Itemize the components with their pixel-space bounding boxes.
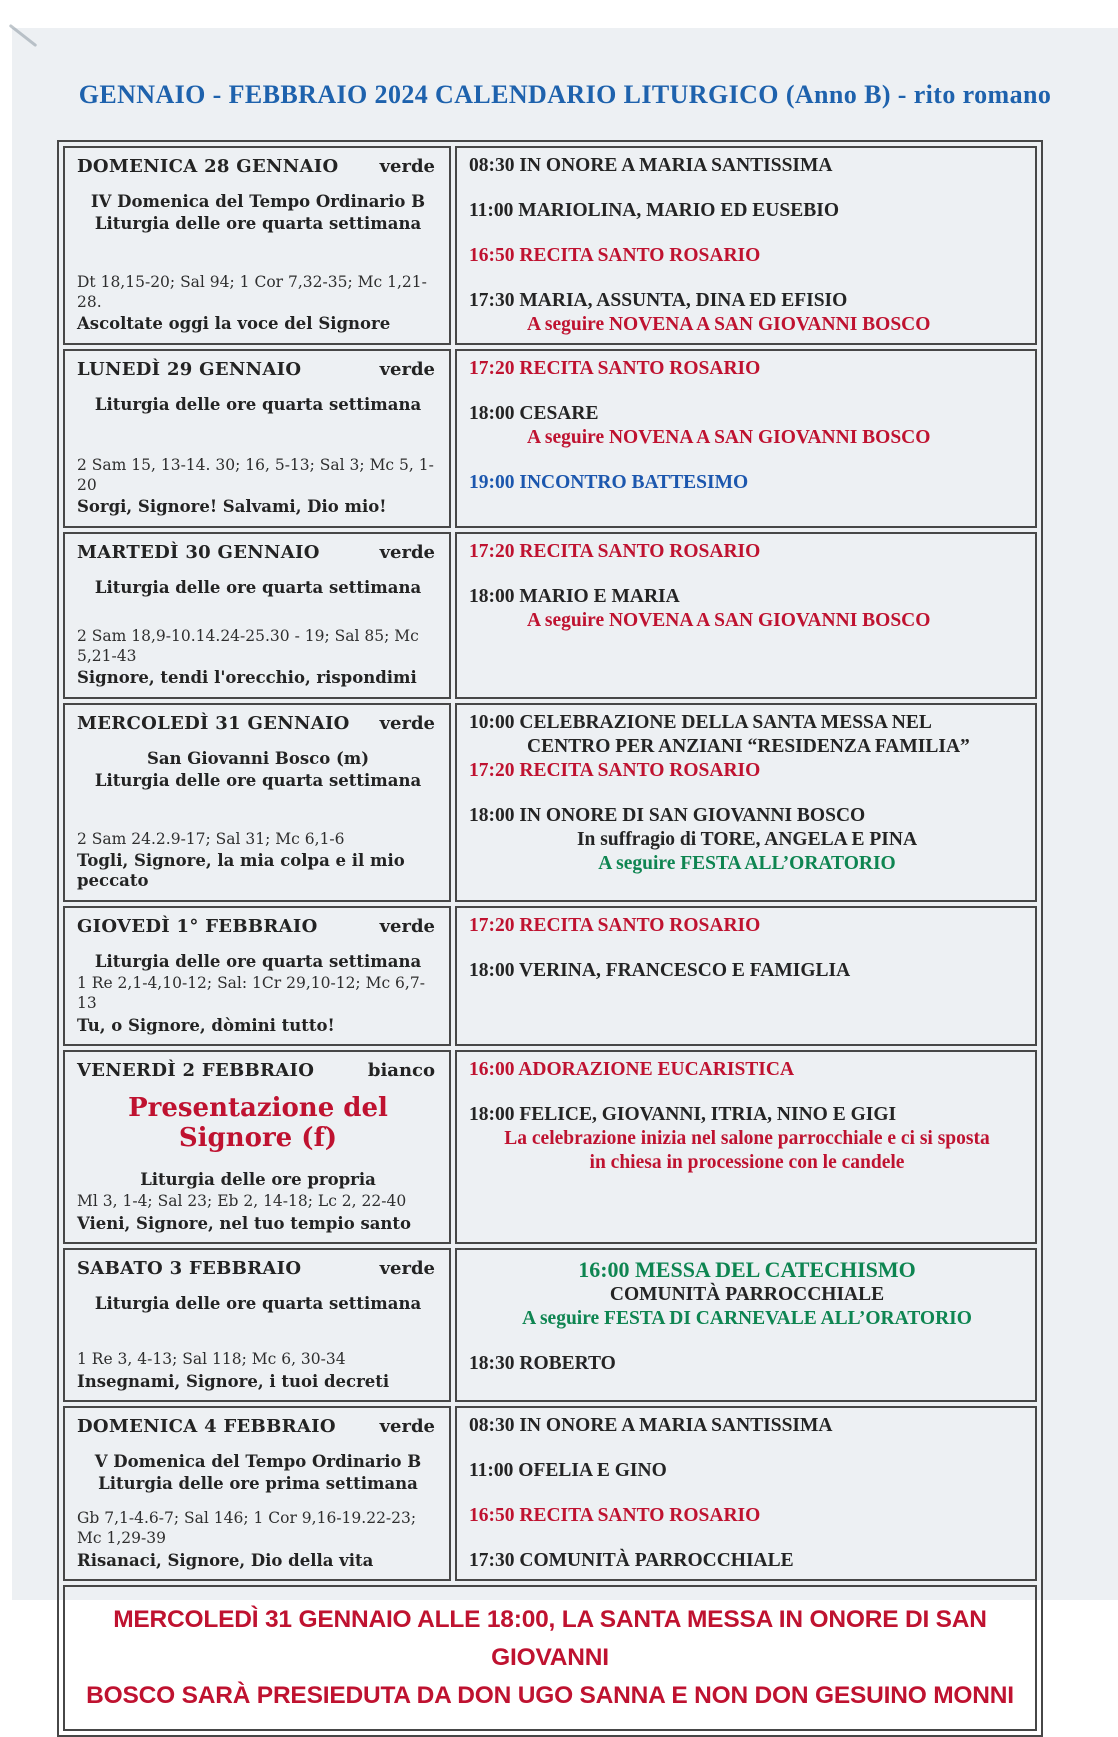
psalm-response: Tu, o Signore, dòmini tutto!: [77, 1015, 335, 1035]
events-cell: [455, 703, 1037, 902]
event-line: 17:30 COMUNITÀ PARROCCHIALE: [469, 1550, 794, 1572]
day-header: [77, 1060, 439, 1081]
psalm-response: Risanaci, Signore, Dio della vita: [77, 1550, 374, 1570]
scanner-edge-artifact: [9, 24, 38, 47]
event-line: 16:50 RECITA SANTO ROSARIO: [469, 245, 761, 266]
day-info-cell: [63, 1050, 451, 1244]
events-cell: [455, 349, 1037, 528]
spacer: [77, 236, 439, 273]
day-info-inner: [77, 1414, 439, 1573]
spacer: [77, 793, 439, 829]
liturgical-calendar-table: [57, 140, 1043, 1737]
event-line: A seguire NOVENA A SAN GIOVANNI BOSCO: [527, 314, 931, 335]
event-line: 18:00 FELICE, GIOVANNI, ITRIA, NINO E GIGI: [469, 1104, 897, 1126]
day-name: MERCOLEDÌ 31 GENNAIO: [77, 713, 350, 734]
event-line: 17:30 MARIA, ASSUNTA, DINA ED EFISIO: [469, 290, 848, 311]
spacer: [77, 1496, 439, 1509]
day-info-cell: [63, 703, 451, 902]
liturgy-lines: [77, 951, 439, 973]
liturgical-color-label: verde: [379, 156, 435, 177]
event-line: 17:20 RECITA SANTO ROSARIO: [469, 915, 761, 936]
event-line: 11:00 OFELIA E GINO: [469, 1460, 667, 1482]
day-header: [77, 1416, 439, 1437]
readings-line: 1 Re 3, 4-13; Sal 118; Mc 6, 30-34: [77, 1350, 346, 1369]
day-name: DOMENICA 4 FEBBRAIO: [77, 1416, 336, 1438]
readings-line: 2 Sam 24.2.9-17; Sal 31; Mc 6,1-6: [77, 829, 345, 848]
liturgy-line: Liturgia delle ore quarta settimana: [94, 1294, 422, 1314]
readings-line: Gb 7,1-4.6-7; Sal 146; 1 Cor 9,16-19.22-23; Mc 1,29-39: [77, 1509, 417, 1548]
liturgical-color-label: verde: [379, 542, 435, 563]
calendar-row: [63, 703, 1037, 902]
event-line: La celebrazione inizia nel salone parrocchiale e ci si sposta: [504, 1128, 990, 1150]
day-name: MARTEDÌ 30 GENNAIO: [77, 542, 320, 563]
event-line: In suffragio di TORE, ANGELA E PINA: [576, 829, 918, 850]
events-cell: [455, 1050, 1037, 1244]
liturgical-color-label: verde: [379, 359, 435, 380]
event-line: 16:00 ADORAZIONE EUCARISTICA: [469, 1059, 795, 1081]
event-line: 18:00 CESARE: [469, 403, 599, 424]
psalm-response: Sorgi, Signore! Salvami, Dio mio!: [77, 497, 387, 517]
liturgy-line: Liturgia delle ore quarta settimana: [94, 214, 422, 234]
liturgy-line: Liturgia delle ore quarta settimana: [94, 395, 422, 414]
event-line: 19:00 INCONTRO BATTESIMO: [469, 472, 749, 493]
day-name: LUNEDÌ 29 GENNAIO: [77, 359, 302, 380]
page-title: GENNAIO - FEBBRAIO 2024 CALENDARIO LITURGICO (Anno B) - rito romano: [78, 80, 1052, 109]
readings-line: Dt 18,15-20; Sal 94; 1 Cor 7,32-35; Mc 1,21-28.: [77, 273, 427, 312]
notice-row: [63, 1585, 1037, 1731]
event-line: 18:00 IN ONORE DI SAN GIOVANNI BOSCO: [469, 805, 866, 826]
notice-cell: [63, 1585, 1037, 1731]
liturgical-color-label: verde: [379, 1416, 435, 1438]
event-line: 17:20 RECITA SANTO ROSARIO: [469, 541, 761, 562]
readings-line: 2 Sam 18,9-10.14.24-25.30 - 19; Sal 85; Mc 5,21-43: [77, 627, 419, 666]
calendar-row: [63, 532, 1037, 699]
readings-line: 2 Sam 15, 13-14. 30; 16, 5-13; Sal 3; Mc 5, 1-20: [77, 456, 434, 495]
spacer: [77, 599, 439, 626]
liturgy-line: Liturgia delle ore propria: [140, 1170, 376, 1190]
notice-line-2: BOSCO SARÀ PRESIEDUTA DA DON UGO SANNA E NON DON GESUINO MONNI: [86, 1682, 1014, 1710]
day-header: [77, 916, 439, 937]
day-info-inner: [77, 357, 439, 520]
day-info-inner: [77, 1256, 439, 1394]
calendar-table-body: [63, 146, 1037, 1581]
liturgy-line: Liturgia delle ore quarta settimana: [94, 771, 422, 791]
event-line: 11:00 MARIOLINA, MARIO ED EUSEBIO: [469, 200, 839, 221]
event-line: A seguire FESTA ALL’ORATORIO: [598, 853, 896, 874]
events-cell: [455, 1248, 1037, 1402]
day-info-cell: [63, 906, 451, 1046]
day-header: [77, 359, 439, 380]
day-name: VENERDÌ 2 FEBBRAIO: [77, 1060, 315, 1082]
liturgical-color-label: verde: [379, 1258, 435, 1280]
events-cell: [455, 1406, 1037, 1581]
day-info-cell: [63, 532, 451, 699]
spacer: [77, 1315, 439, 1349]
liturgy-lines: [77, 1451, 439, 1496]
event-line: 08:30 IN ONORE A MARIA SANTISSIMA: [469, 1415, 833, 1437]
day-header: [77, 156, 439, 177]
event-line: 10:00 CELEBRAZIONE DELLA SANTA MESSA NEL: [469, 712, 932, 733]
day-info-cell: [63, 1406, 451, 1581]
day-info-cell: [63, 146, 451, 345]
event-line: 18:00 MARIO E MARIA: [469, 586, 680, 607]
liturgy-lines: [77, 394, 439, 416]
event-line: 18:00 VERINA, FRANCESCO E FAMIGLIA: [469, 960, 851, 981]
event-line: in chiesa in processione con le candele: [589, 1152, 905, 1174]
readings-line: 1 Re 2,1-4,10-12; Sal: 1Cr 29,10-12; Mc 6,7-13: [77, 974, 425, 1013]
liturgy-lines: [77, 1293, 439, 1315]
spacer: [77, 416, 439, 455]
scanned-page: [12, 28, 1118, 1710]
day-name: SABATO 3 FEBBRAIO: [77, 1258, 302, 1280]
psalm-response: Vieni, Signore, nel tuo tempio santo: [77, 1213, 412, 1233]
notice-line-1: MERCOLEDÌ 31 GENNAIO ALLE 18:00, LA SANTA MESSA IN ONORE DI SAN GIOVANNI: [113, 1606, 987, 1672]
liturgy-line: Liturgia delle ore prima settimana: [98, 1474, 418, 1494]
feast-name: Presentazione del Signore (f): [128, 1093, 388, 1154]
events-cell: [455, 906, 1037, 1046]
liturgy-line: Liturgia delle ore quarta settimana: [94, 578, 422, 597]
day-info-inner: [77, 711, 439, 894]
calendar-row: [63, 146, 1037, 345]
event-line: A seguire FESTA DI CARNEVALE ALL’ORATORIO: [522, 1308, 972, 1330]
day-info-cell: [63, 1248, 451, 1402]
calendar-row: [63, 1248, 1037, 1402]
event-line: 17:20 RECITA SANTO ROSARIO: [469, 760, 761, 781]
psalm-response: Togli, Signore, la mia colpa e il mio peccato: [77, 850, 405, 891]
day-info-cell: [63, 349, 451, 528]
psalm-response: Insegnami, Signore, i tuoi decreti: [77, 1371, 390, 1391]
events-cell: [455, 532, 1037, 699]
event-line: 16:50 RECITA SANTO ROSARIO: [469, 1505, 761, 1527]
calendar-row: [63, 906, 1037, 1046]
psalm-response: Ascoltate oggi la voce del Signore: [77, 314, 391, 334]
liturgy-lines: [77, 748, 439, 793]
day-header: [77, 542, 439, 563]
calendar-row: [63, 349, 1037, 528]
liturgical-color-label: verde: [379, 713, 435, 734]
day-info-inner: [77, 1058, 439, 1236]
liturgy-line: IV Domenica del Tempo Ordinario B: [90, 192, 426, 211]
liturgical-color-label: bianco: [367, 1060, 435, 1082]
event-line: CENTRO PER ANZIANI “RESIDENZA FAMILIA”: [527, 736, 970, 757]
psalm-response: Signore, tendi l'orecchio, rispondimi: [77, 668, 417, 688]
liturgy-lines: [77, 1169, 439, 1191]
day-name: DOMENICA 28 GENNAIO: [77, 156, 339, 177]
event-line: 08:30 IN ONORE A MARIA SANTISSIMA: [469, 155, 833, 176]
events-cell: [455, 146, 1037, 345]
liturgy-line: V Domenica del Tempo Ordinario B: [94, 1452, 422, 1472]
day-info-inner: [77, 914, 439, 1038]
day-header: [77, 713, 439, 734]
day-info-inner: [77, 154, 439, 337]
event-line: 16:00 MESSA DEL CATECHISMO: [578, 1257, 916, 1283]
event-line: COMUNITÀ PARROCCHIALE: [609, 1284, 885, 1306]
liturgy-line: San Giovanni Bosco (m): [146, 749, 370, 768]
calendar-row: [63, 1050, 1037, 1244]
calendar-row: [63, 1406, 1037, 1581]
day-info-inner: [77, 540, 439, 691]
event-line: A seguire NOVENA A SAN GIOVANNI BOSCO: [527, 610, 931, 631]
day-name: GIOVEDÌ 1° FEBBRAIO: [77, 916, 318, 937]
readings-line: Ml 3, 1-4; Sal 23; Eb 2, 14-18; Lc 2, 22-40: [77, 1192, 407, 1211]
liturgical-color-label: verde: [379, 916, 435, 937]
event-line: 17:20 RECITA SANTO ROSARIO: [469, 358, 761, 379]
event-line: 18:30 ROBERTO: [469, 1353, 616, 1375]
event-line: A seguire NOVENA A SAN GIOVANNI BOSCO: [527, 427, 931, 448]
liturgy-line: Liturgia delle ore quarta settimana: [94, 952, 422, 971]
liturgy-lines: [77, 191, 439, 236]
liturgy-lines: [77, 577, 439, 599]
day-header: [77, 1258, 439, 1279]
